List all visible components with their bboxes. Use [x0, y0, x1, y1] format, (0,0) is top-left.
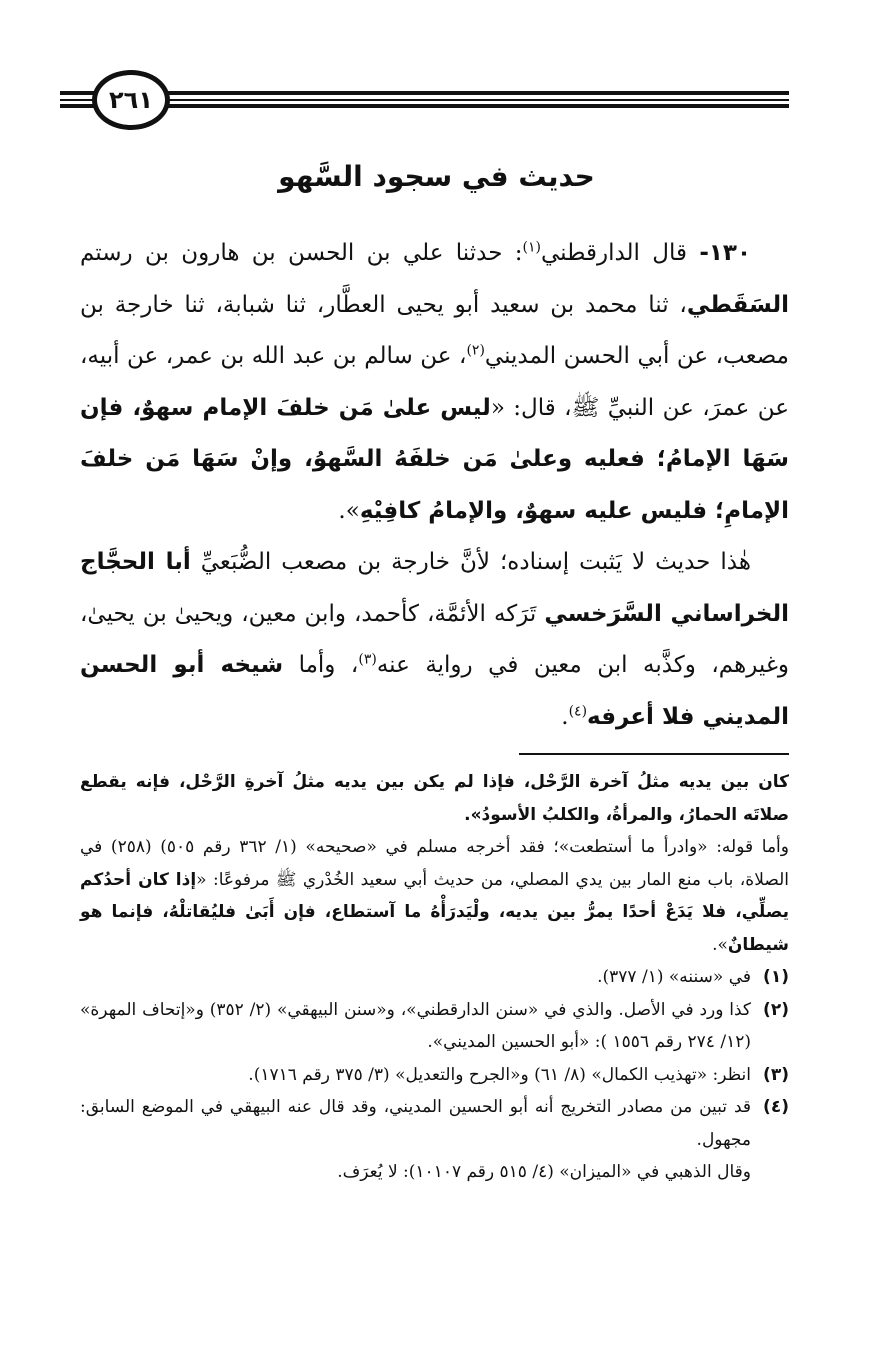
- footnote-continuation: [80, 831, 789, 961]
- hadith-number: ١٣٠-: [699, 240, 751, 266]
- footnote-2: [80, 994, 789, 1059]
- text-run: قال الدارقطني: [540, 240, 700, 266]
- footnote-mark: (١): [763, 967, 789, 987]
- footnote-text: وقال الذهبي في «الميزان» (٤/ ٥١٥ رقم ١٠١٠٧): لا يُعرَف.: [337, 1162, 751, 1182]
- sheikh-name: شيخه أبو الحسن المديني فلا أعرفه: [80, 652, 789, 730]
- narrator-kunya: أبا الحجَّاج الخراساني السَّرَخسي: [80, 549, 789, 627]
- footnote-4: [80, 1091, 789, 1156]
- footnote-1: [80, 961, 789, 994]
- text-run: : حدثنا علي بن الحسن بن هارون بن رستم: [80, 240, 523, 266]
- footnote-mark: (٢): [763, 999, 789, 1020]
- footnote-mark: (٤): [763, 1097, 789, 1117]
- text-run: ، عن سالم بن عبد الله بن عمر، عن أبيه، عن عمرَ، عن النبيِّ ﷺ، قال: «: [80, 343, 789, 421]
- text-run: ، ثنا محمد بن سعيد أبو يحيى العطَّار، ثنا شبابة، ثنا خارجة بن مصعب، عن أبي الحسن المديني: [80, 291, 789, 369]
- footnote-mark: (٣): [763, 1064, 789, 1085]
- footnote-text: في «سننه» (١/ ٣٧٧).: [597, 967, 751, 987]
- footnote-ref-4[interactable]: (٤): [568, 702, 588, 719]
- comment-paragraph: [80, 537, 789, 743]
- narrator-name: السَقَطي: [686, 291, 789, 318]
- footnote-ref-3[interactable]: (٣): [358, 651, 377, 668]
- text-run: وأما قوله: «وادرأ ما أستطعت»؛ فقد أخرجه مسلم في «صحيحه» (١/ ٣٦٢ رقم ٥٠٥) (٢٥٨) في الصلاة، باب منع المار بين يدي المصلي، من حديث أبي سعيد الخُدْري ﷺ مرفوعًا: «: [80, 837, 789, 890]
- text-run: .: [561, 703, 569, 730]
- footnote-text: كذا ورد في الأصل. والذي في «سنن الدارقطني»، و«سنن البيهقي» (٢/ ٣٥٢) و«إتحاف المهرة» (١٢/ ٢٧٤ رقم ١٥٥٦ ): «أبو الحسين المديني».: [80, 999, 751, 1052]
- text-run: هٰذا حديث لا يَثبت إسناده؛ لأنَّ خارجة بن مصعب الضُّبَعيِّ: [190, 549, 751, 575]
- page-title: حديث في سجود السَّهو: [278, 160, 595, 193]
- footnote-continuation: كان بين يديه مثلُ آخرة الرَّحْل، فإذا لم يكن بين يديه مثلُ آخرةِ الرَّحْل، فإنه يقطع صلاتَه الحمارُ، والمرأةُ، والكلبُ الأسودُ».: [80, 772, 789, 825]
- text-run: ، وأما: [283, 652, 359, 678]
- footnote-3: [80, 1059, 789, 1092]
- page-number: ٢٦١: [92, 70, 170, 130]
- footnote-4-continued: [80, 1156, 789, 1189]
- hadith-matn: ليس علىٰ مَن خلفَ الإمام سهوٌ، فإن سَهَا الإمامُ؛ فعليه وعلىٰ مَن خلفَهُ السَّهوُ، وإنْ سَهَا مَن خلفَ الإمامِ؛ فليس عليه سهوٌ، والإمامُ كافِيْهِ: [80, 394, 789, 524]
- footnote-text: انظر: «تهذيب الكمال» (٨/ ٦١) و«الجرح والتعديل» (٣/ ٣٧٥ رقم ١٧١٦).: [248, 1064, 751, 1085]
- footnote-text: قد تبين من مصادر التخريج أنه أبو الحسين المديني، وقد قال عنه البيهقي في الموضع السابق: مجهول.: [80, 1097, 751, 1150]
- footnote-ref-1[interactable]: (١): [522, 239, 541, 256]
- footnote-divider: [519, 753, 789, 755]
- main-text: [80, 228, 789, 743]
- hadith-quote: إذا كان أحدُكم يصلِّي، فلا يَدَعْ أحدًا يمرُّ بين يديه، ولْيَدرَأْهُ ما آستطاع، فإن أَبَىٰ فليُقاتلْهُ، فإنما هو شيطانٌ: [80, 869, 789, 955]
- text-run: ».: [338, 497, 360, 524]
- footnotes: [80, 766, 789, 1189]
- footnote-ref-2[interactable]: (٢): [466, 342, 485, 359]
- text-run: تَرَكه الأئمَّة، كأحمد، وابن معين، ويحيىٰ بن يحيىٰ، وغيرهم، وكذَّبه ابن معين في رواية عنه: [80, 600, 789, 678]
- text-run: ».: [712, 934, 728, 955]
- hadith-paragraph: [80, 228, 789, 537]
